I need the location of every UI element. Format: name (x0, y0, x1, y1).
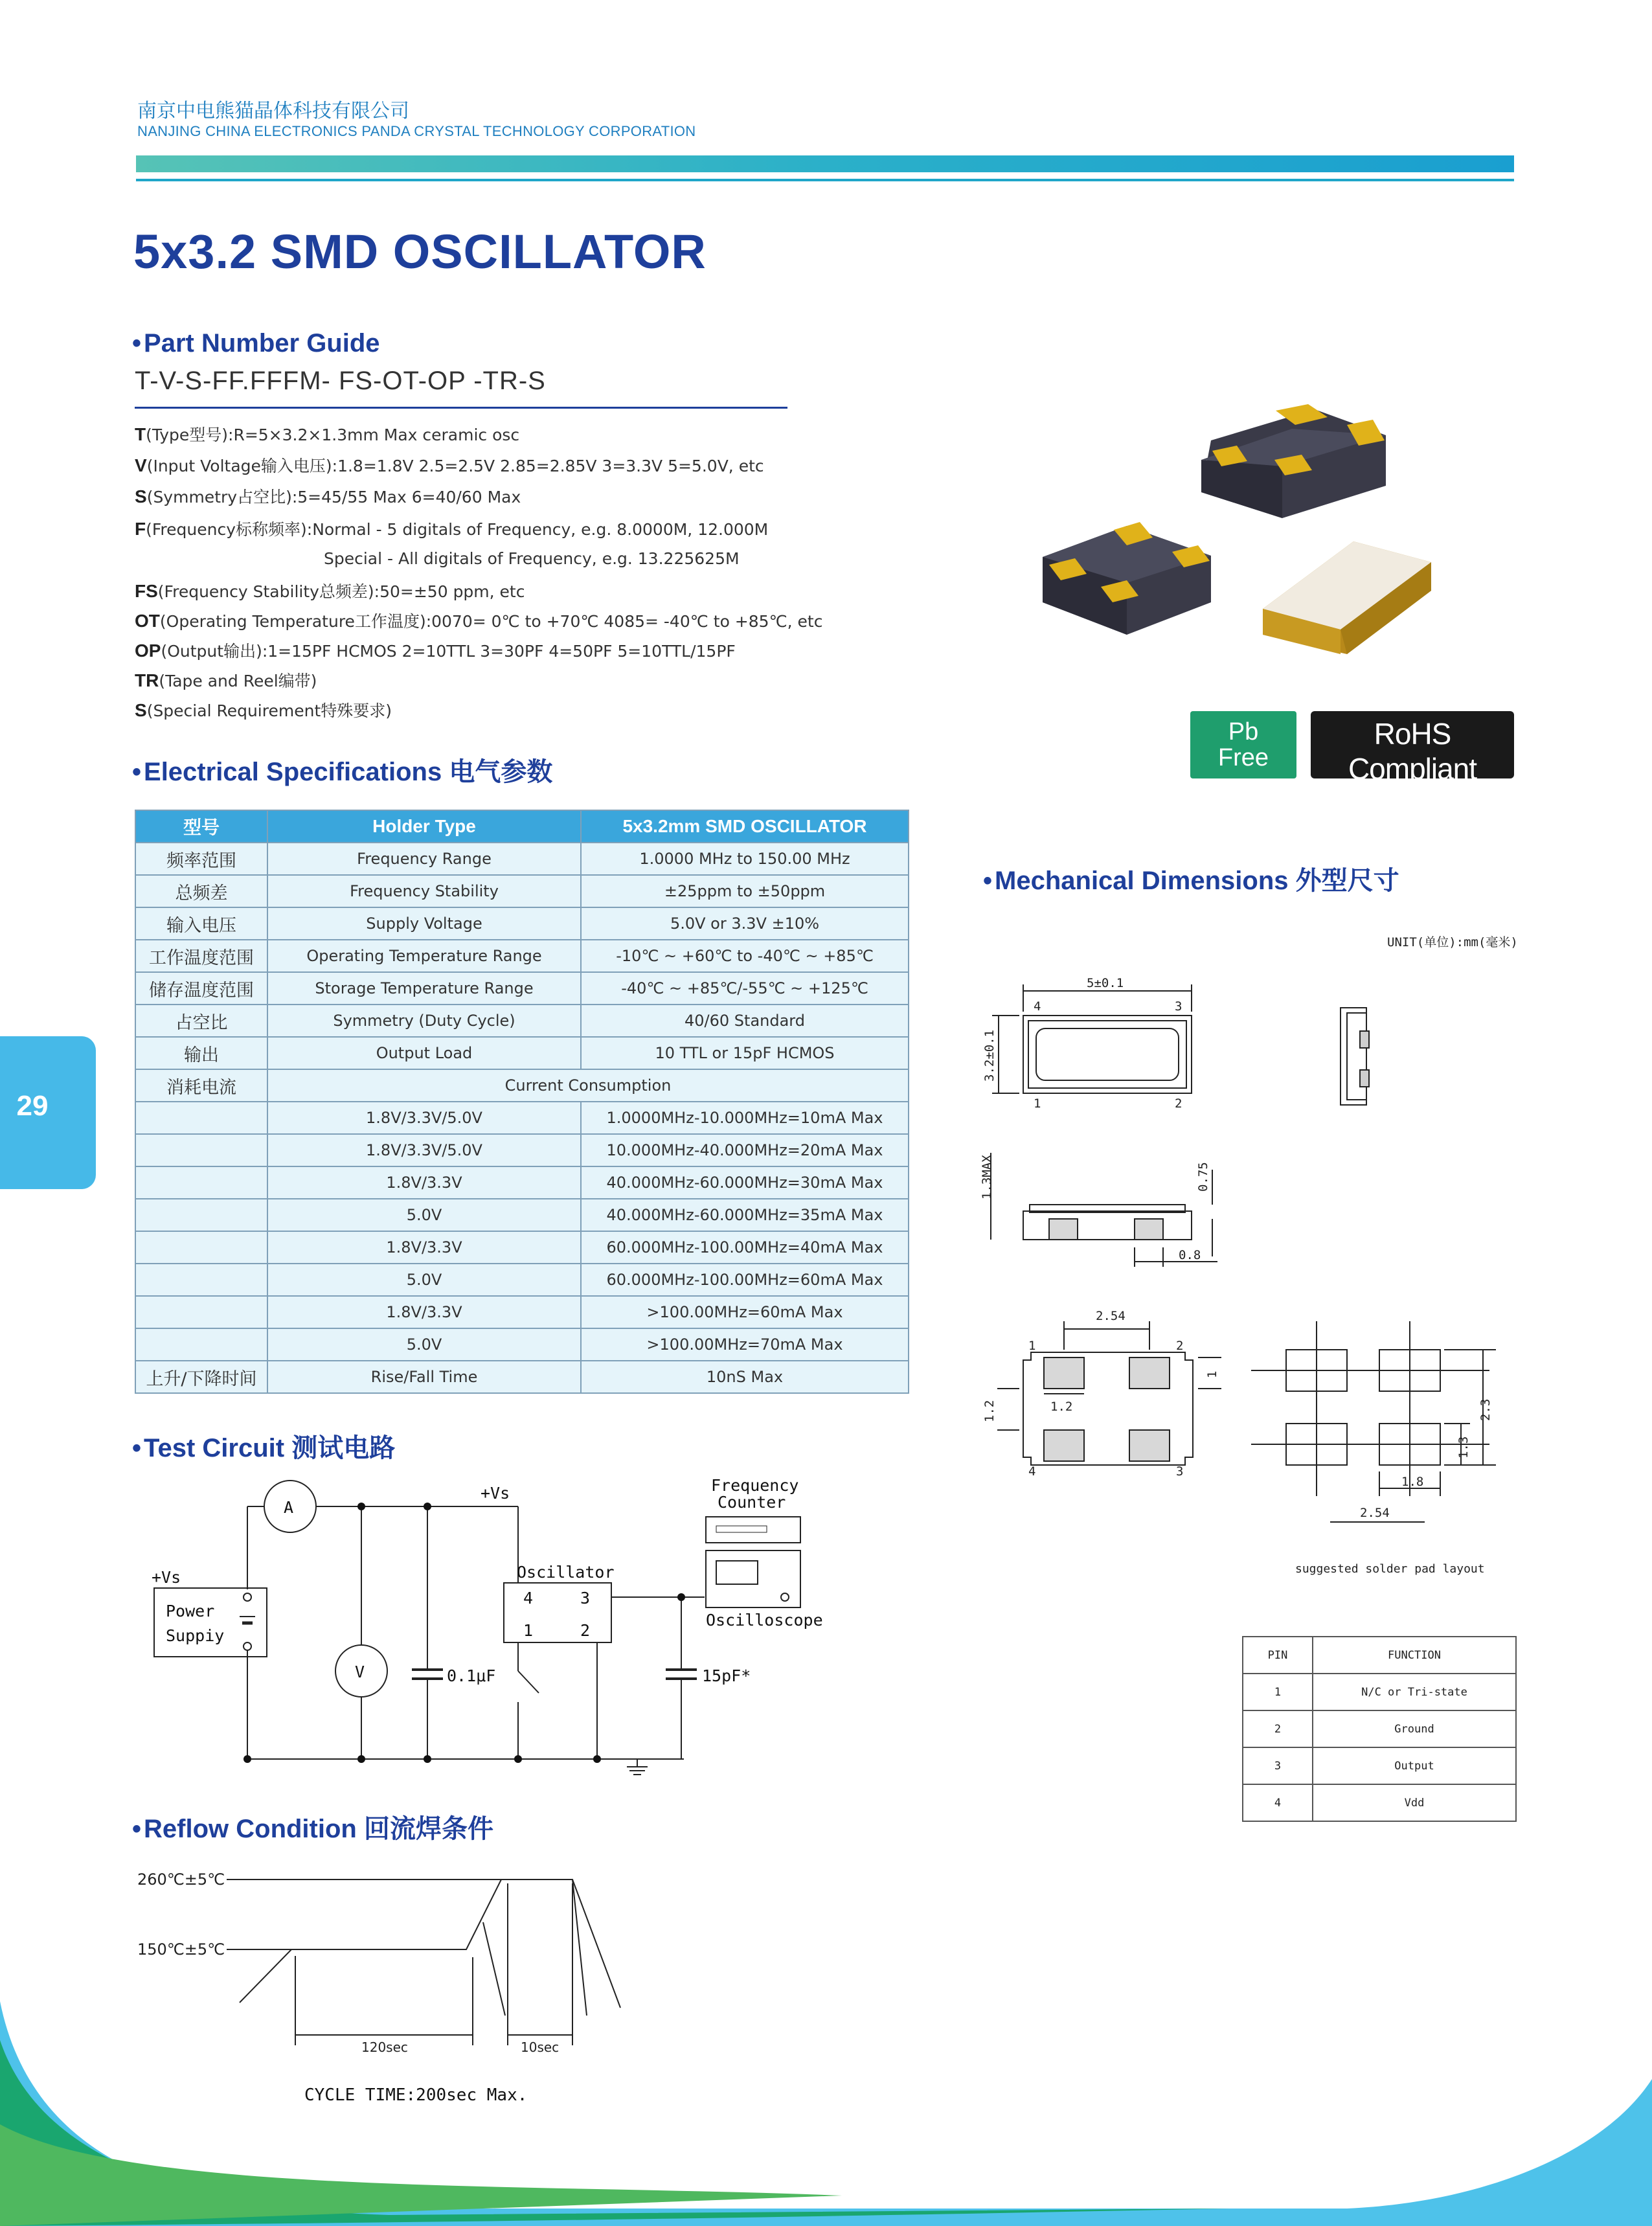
table-row (1243, 1747, 1516, 1784)
voltmeter-label: V (355, 1663, 365, 1681)
table-cell: -10℃ ~ +60℃ to -40℃ ~ +85℃ (581, 940, 909, 972)
table-cell: 60.000MHz-100.00MHz=40mA Max (581, 1231, 909, 1264)
table-cell: Current Consumption (267, 1069, 909, 1102)
table-cell: 1.8V/3.3V (267, 1166, 581, 1199)
table-cell: 输入电压 (135, 907, 267, 940)
table-cell (135, 1328, 267, 1361)
table-cell (135, 1231, 267, 1264)
osc-pin-1: 1 (523, 1621, 534, 1640)
test-circuit-heading: • Test Circuit 测试电路 (132, 1434, 396, 1462)
counter-label-1: Frequency (711, 1476, 799, 1495)
table-cell: 40.000MHz-60.000MHz=30mA Max (581, 1166, 909, 1199)
dim-layout-pad-width: 1.8 (1401, 1475, 1424, 1489)
mechanical-drawing (971, 959, 1652, 1541)
bottom-pin-2: 2 (1176, 1339, 1184, 1353)
frequency-counter-icon (706, 1517, 800, 1543)
table-cell: 1.0000MHz-10.000MHz=10mA Max (581, 1102, 909, 1134)
table-row (1243, 1710, 1516, 1747)
table-cell: N/C or Tri-state (1313, 1674, 1516, 1710)
table-cell: 40/60 Standard (581, 1005, 909, 1037)
table-cell: 10 TTL or 15pF HCMOS (581, 1037, 909, 1069)
electrical-spec-table (135, 810, 909, 1394)
dim-layout-pitch: 2.54 (1360, 1506, 1390, 1520)
junction-dot (424, 1503, 431, 1510)
table-row (135, 1134, 909, 1166)
guide-line-temperature: OT(Operating Temperature工作温度):0070= 0℃ to +70℃ 4085= -40℃ to +85℃, etc (135, 611, 823, 631)
table-cell: 2 (1243, 1710, 1313, 1747)
osc-pin-2: 2 (580, 1621, 591, 1640)
table-cell: 5.0V (267, 1264, 581, 1296)
osc-pin-3: 3 (580, 1589, 591, 1607)
solder-layout-caption: suggested solder pad layout (1295, 1562, 1485, 1576)
table-cell: 10nS Max (581, 1361, 909, 1393)
table-cell: >100.00MHz=70mA Max (581, 1328, 909, 1361)
junction-dot (514, 1755, 522, 1763)
table-cell: 5.0V (267, 1328, 581, 1361)
free-label: Free (1217, 744, 1269, 771)
pb-free-badge (1190, 711, 1296, 778)
footer-wave (0, 2001, 1652, 2226)
table-row (1243, 1674, 1516, 1710)
table-cell: 40.000MHz-60.000MHz=35mA Max (581, 1199, 909, 1231)
table-cell: 消耗电流 (135, 1069, 267, 1102)
table-cell: Ground (1313, 1710, 1516, 1747)
dim-height: 1.3MAX (980, 1155, 994, 1199)
company-name-en: NANJING CHINA ELECTRONICS PANDA CRYSTAL TECHNOLOGY CORPORATION (137, 123, 696, 139)
header-bar (136, 155, 1514, 172)
junction-dot (424, 1755, 431, 1763)
table-cell: Output (1313, 1747, 1516, 1784)
junction-dot (357, 1755, 365, 1763)
dim-pad-gap: 1 (1205, 1370, 1219, 1378)
table-row (135, 1264, 909, 1296)
table-cell: 工作温度范围 (135, 940, 267, 972)
table-row (1243, 1784, 1516, 1821)
table-row (135, 1102, 909, 1134)
table-cell: 60.000MHz-100.00MHz=60mA Max (581, 1264, 909, 1296)
table-header-cell: PIN (1243, 1637, 1313, 1674)
table-row (135, 1005, 909, 1037)
table-cell: 5.0V or 3.3V ±10% (581, 907, 909, 940)
guide-line-tape: TR(Tape and Reel编带) (135, 670, 317, 690)
table-header-cell: 5x3.2mm SMD OSCILLATOR (581, 810, 909, 843)
pin-label-4: 4 (1034, 999, 1041, 1014)
guide-line-type: T(Type型号):R=5×3.2×1.3mm Max ceramic osc (135, 424, 520, 444)
guide-line-output: OP(Output输出):1=15PF HCMOS 2=10TTL 3=30PF 4=50PF 5=10TTL/15PF (135, 641, 736, 661)
table-cell (135, 1296, 267, 1328)
table-cell (135, 1166, 267, 1199)
temp-low-label: 150℃±5℃ (137, 1940, 225, 1959)
page-number: 29 (16, 1090, 49, 1122)
table-row (135, 940, 909, 972)
table-header-row (135, 810, 909, 843)
power-label-2: Suppiy (166, 1626, 225, 1645)
cycle-time-note: CYCLE TIME:200sec Max. (304, 2085, 528, 2105)
part-number-heading: • Part Number Guide (132, 329, 380, 358)
table-cell: Symmetry (Duty Cycle) (267, 1005, 581, 1037)
table-row (135, 972, 909, 1005)
table-row (135, 1296, 909, 1328)
electrical-heading: • Electrical Specifications 电气参数 (132, 758, 553, 786)
table-header-cell: FUNCTION (1313, 1637, 1516, 1674)
table-cell: 1.8V/3.3V (267, 1231, 581, 1264)
oscillator-top-package (1201, 404, 1386, 518)
guide-line-special: S(Special Requirement特殊要求) (135, 700, 392, 720)
table-cell: 上升/下降时间 (135, 1361, 267, 1393)
table-cell: 10.000MHz-40.000MHz=20mA Max (581, 1134, 909, 1166)
power-label-1: Power (166, 1602, 215, 1620)
top-view (992, 984, 1192, 1093)
table-cell: 总频差 (135, 875, 267, 907)
dim-pad-width: 0.8 (1179, 1248, 1201, 1262)
product-photo (1023, 389, 1444, 674)
page-title: 5x3.2 SMD OSCILLATOR (133, 225, 707, 278)
junction-dot (677, 1593, 685, 1601)
temp-high-label: 260℃±5℃ (137, 1870, 225, 1889)
table-row (135, 875, 909, 907)
terminal-icon (243, 1642, 251, 1650)
bottom-pin-4: 4 (1028, 1464, 1036, 1479)
header-rule (136, 179, 1514, 181)
table-cell: 1.8V/3.3V/5.0V (267, 1102, 581, 1134)
bottom-pin-1: 1 (1028, 1339, 1036, 1353)
table-cell: 输出 (135, 1037, 267, 1069)
pb-label: Pb (1228, 718, 1259, 745)
guide-line-symmetry: S(Symmetry占空比):5=45/55 Max 6=40/60 Max (135, 486, 521, 506)
table-cell: 3 (1243, 1747, 1313, 1784)
pin-function-table (1242, 1636, 1517, 1822)
table-cell: 储存温度范围 (135, 972, 267, 1005)
junction-dot (243, 1755, 251, 1763)
table-cell: 1.8V/3.3V/5.0V (267, 1134, 581, 1166)
table-cell: 5.0V (267, 1199, 581, 1231)
part-number-underline (135, 407, 787, 409)
guide-line-special-frequency: Special - All digitals of Frequency, e.g. 13.225625M (324, 549, 740, 568)
dim-layout-height: 2.3 (1478, 1398, 1493, 1421)
unit-note: UNIT(单位):mm(毫米) (1387, 935, 1518, 949)
pin-label-3: 3 (1175, 999, 1182, 1014)
table-cell: Vdd (1313, 1784, 1516, 1821)
table-cell: Storage Temperature Range (267, 972, 581, 1005)
oscilloscope-label: Oscilloscope (706, 1611, 823, 1630)
table-row (135, 1199, 909, 1231)
table-cell: 1.0000 MHz to 150.00 MHz (581, 843, 909, 875)
dim-pad-length: 1.2 (1050, 1400, 1073, 1414)
dim-layout-pad-height: 1.3 (1456, 1436, 1471, 1459)
table-row (135, 843, 909, 875)
table-cell (135, 1134, 267, 1166)
table-header-cell: Holder Type (267, 810, 581, 843)
test-circuit-diagram (130, 1470, 842, 1788)
vs-left-label: +Vs (152, 1568, 181, 1587)
oscilloscope-icon (706, 1550, 800, 1607)
table-cell: 4 (1243, 1784, 1313, 1821)
rohs-badge (1311, 711, 1514, 810)
dim-pad-side: 1.2 (982, 1400, 997, 1422)
counter-label-2: Counter (718, 1493, 786, 1512)
table-cell: Operating Temperature Range (267, 940, 581, 972)
table-cell: -40℃ ~ +85℃/-55℃ ~ +125℃ (581, 972, 909, 1005)
mechanical-heading: • Mechanical Dimensions 外型尺寸 (983, 867, 1399, 895)
osc-pin-4: 4 (523, 1589, 534, 1607)
table-row (135, 1328, 909, 1361)
duration-120-label: 120sec (361, 2039, 408, 2055)
table-cell: Rise/Fall Time (267, 1361, 581, 1393)
table-row (135, 907, 909, 940)
part-number-code: T-V-S-FF.FFFM- FS-OT-OP -TR-S (135, 367, 546, 395)
table-row (135, 1166, 909, 1199)
terminal-icon (243, 1593, 251, 1601)
reflow-heading: • Reflow Condition 回流焊条件 (132, 1815, 493, 1843)
end-view (1341, 1008, 1369, 1105)
table-header-row (1243, 1637, 1516, 1674)
guide-line-stability: FS(Frequency Stability总频差):50=±50 ppm, etc (135, 581, 525, 601)
bottom-pin-3: 3 (1176, 1464, 1184, 1479)
guide-line-frequency: F(Frequency标称频率):Normal - 5 digitals of Frequency, e.g. 8.0000M, 12.000M (135, 519, 769, 539)
capacitor-1-label: 0.1μF (447, 1666, 496, 1685)
pin-label-1: 1 (1034, 1096, 1041, 1111)
dim-length: 5±0.1 (1087, 976, 1124, 990)
oscillator-box (504, 1583, 611, 1642)
solder-pad-layout (1251, 1321, 1496, 1522)
table-row (135, 1069, 909, 1102)
table-cell: ±25ppm to ±50ppm (581, 875, 909, 907)
table-cell: 占空比 (135, 1005, 267, 1037)
table-cell: 1 (1243, 1674, 1313, 1710)
table-row (135, 1231, 909, 1264)
table-cell (135, 1199, 267, 1231)
table-cell: Supply Voltage (267, 907, 581, 940)
vs-top-label: +Vs (481, 1484, 510, 1503)
pin-label-2: 2 (1175, 1096, 1182, 1111)
table-header-cell: 型号 (135, 810, 267, 843)
oscillator-label: Oscillator (517, 1563, 615, 1582)
table-cell: Output Load (267, 1037, 581, 1069)
junction-dot (593, 1755, 601, 1763)
ammeter-label: A (284, 1498, 294, 1517)
rohs-title: RoHS Compliant (1348, 717, 1477, 786)
junction-dot (357, 1503, 365, 1510)
table-row (135, 1361, 909, 1393)
rohs-directive: Directive 2002/95/EC (1320, 789, 1504, 810)
dim-pitch: 2.54 (1096, 1309, 1126, 1323)
table-cell: >100.00MHz=60mA Max (581, 1296, 909, 1328)
dim-width: 3.2±0.1 (982, 1029, 997, 1082)
duration-10-label: 10sec (521, 2039, 560, 2055)
table-cell: 1.8V/3.3V (267, 1296, 581, 1328)
table-cell (135, 1264, 267, 1296)
table-cell: 频率范围 (135, 843, 267, 875)
oscillator-right-package (1263, 541, 1431, 654)
table-cell: Frequency Range (267, 843, 581, 875)
capacitor-2-label: 15pF* (702, 1666, 751, 1685)
dim-pad-height: 0.75 (1196, 1162, 1210, 1192)
table-cell (135, 1102, 267, 1134)
table-row (135, 1037, 909, 1069)
circuit-wires (247, 1506, 705, 1775)
oscillator-left-package (1043, 522, 1211, 635)
table-cell: Frequency Stability (267, 875, 581, 907)
guide-line-voltage: V(Input Voltage输入电压):1.8=1.8V 2.5=2.5V 2.85=2.85V 3=3.3V 5=5.0V, etc (135, 455, 764, 475)
company-name-cn: 南京中电熊猫晶体科技有限公司 (137, 100, 409, 122)
